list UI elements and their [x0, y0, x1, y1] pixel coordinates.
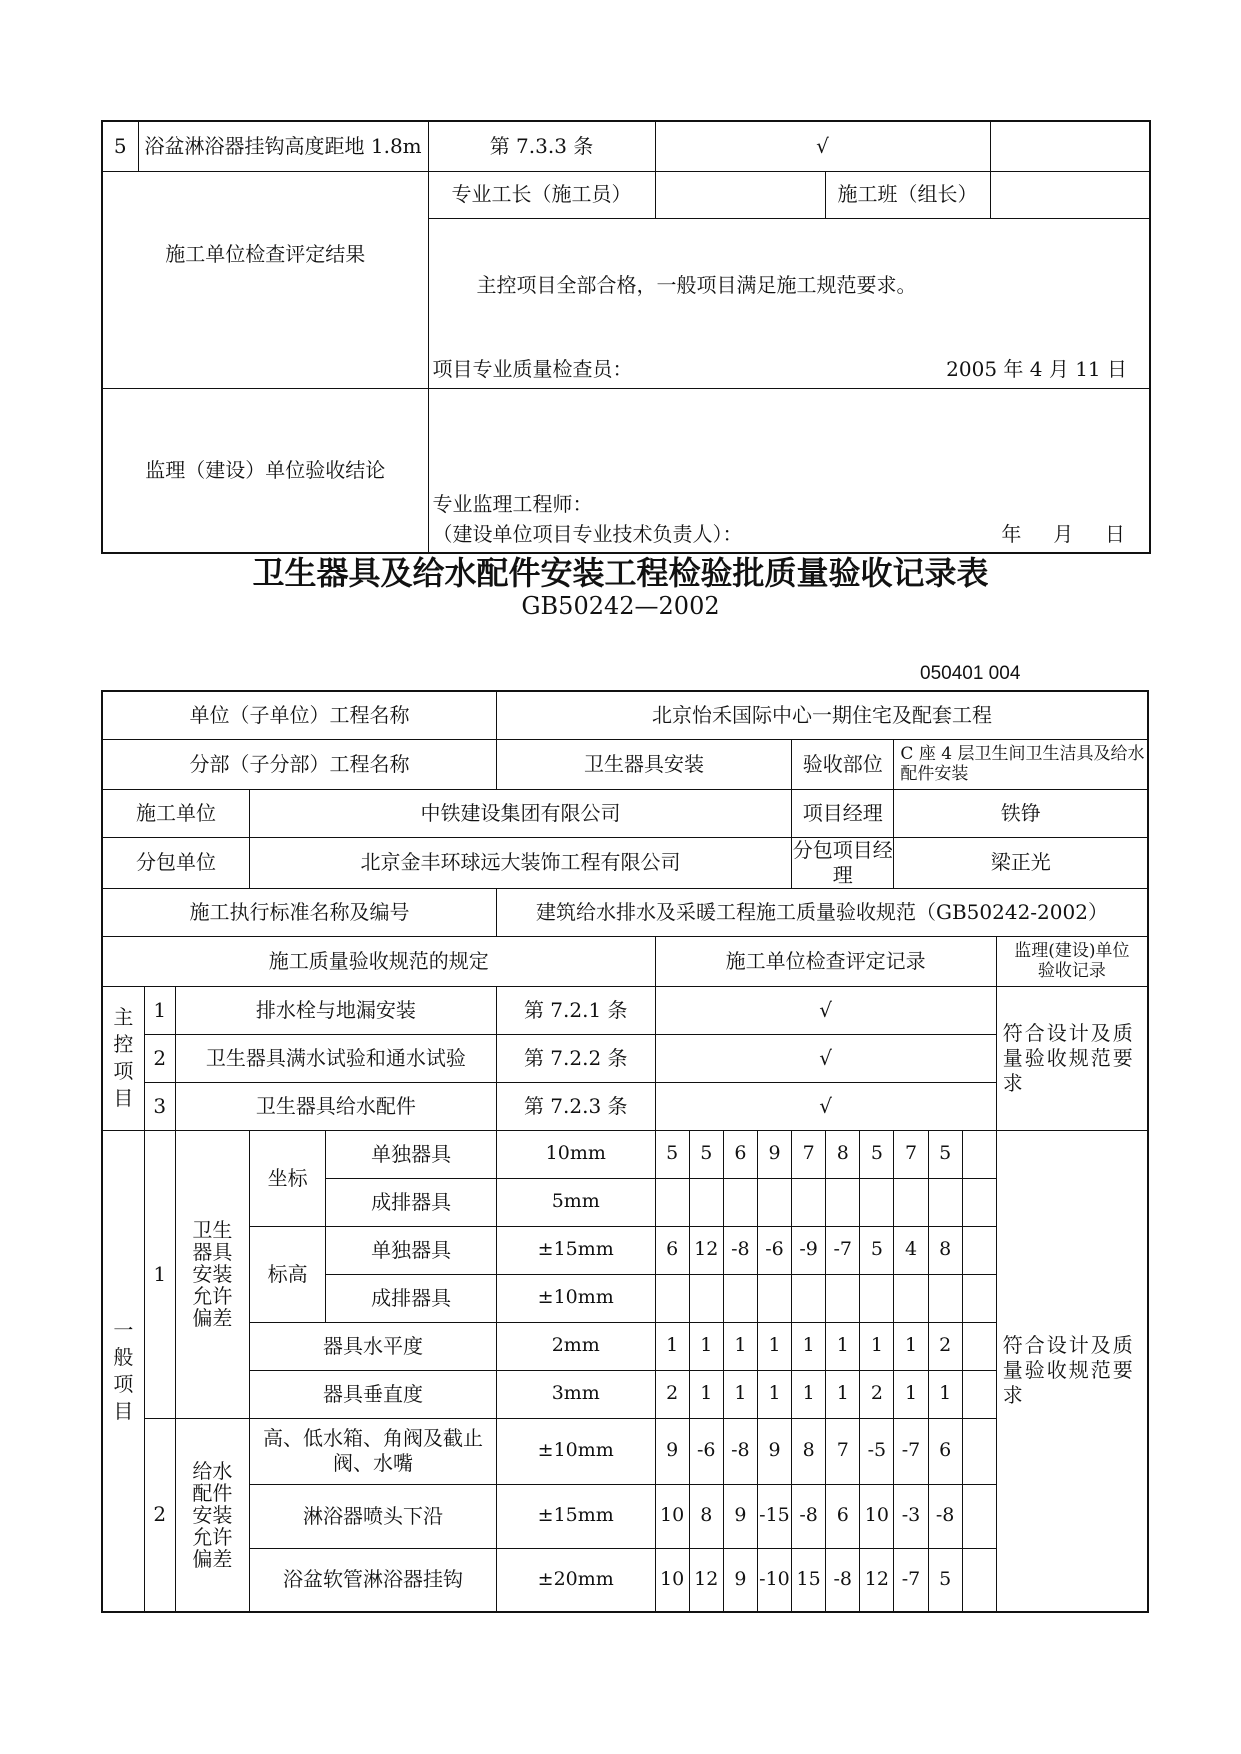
item-desc: 浴盆淋浴器挂钩高度距地 1.8m: [138, 121, 428, 171]
standard-value: 建筑给水排水及采暖工程施工质量验收规范（GB50242-2002）: [496, 888, 1148, 936]
value-cell: 6: [723, 1130, 757, 1178]
value-cell: -10: [757, 1548, 791, 1612]
row-name: 成排器具: [326, 1274, 497, 1322]
coord-label: 坐标: [250, 1130, 326, 1226]
mc-clause: 第 7.2.3 条: [496, 1082, 655, 1130]
team-label: 施工班（组长）: [825, 171, 990, 218]
accept-part-label: 验收部位: [792, 739, 894, 789]
mc-no: 1: [144, 986, 175, 1034]
value-cell: 9: [757, 1130, 791, 1178]
row-tol: 2mm: [496, 1322, 655, 1370]
pm-value: 铁铮: [894, 789, 1148, 837]
group2-label: 给水配件安装允许偏差: [175, 1418, 249, 1612]
mc-clause: 第 7.2.1 条: [496, 986, 655, 1034]
mc-check: √: [655, 1034, 996, 1082]
mc-no: 3: [144, 1082, 175, 1130]
row-tol: 5mm: [496, 1178, 655, 1226]
row-name: 高、低水箱、角阀及截止阀、水嘴: [250, 1418, 497, 1484]
general-label: 一般项目: [102, 1130, 144, 1612]
value-cell: 1: [826, 1322, 860, 1370]
row-tol: ±20mm: [496, 1548, 655, 1612]
row-name: 浴盆软管淋浴器挂钩: [250, 1548, 497, 1612]
row-name: 成排器具: [326, 1178, 497, 1226]
item-supervision: [990, 121, 1150, 171]
row-tol: ±15mm: [496, 1484, 655, 1548]
value-cell: 6: [928, 1418, 962, 1484]
value-cell: [655, 1178, 689, 1226]
value-cell: [962, 1418, 996, 1484]
value-cell: 9: [655, 1418, 689, 1484]
value-cell: [860, 1178, 894, 1226]
value-cell: 4: [894, 1226, 928, 1274]
value-cell: -7: [894, 1548, 928, 1612]
contractor-label: 施工单位: [102, 789, 250, 837]
value-cell: 10: [655, 1484, 689, 1548]
subcontractor-label: 分包单位: [102, 837, 250, 888]
value-cell: [757, 1178, 791, 1226]
unit-label: 单位（子单位）工程名称: [102, 691, 496, 739]
value-cell: -6: [689, 1418, 723, 1484]
value-cell: 10: [860, 1484, 894, 1548]
mc-conclusion: 符合设计及质量验收规范要求: [996, 986, 1148, 1130]
item-no: 5: [102, 121, 138, 171]
value-cell: [826, 1274, 860, 1322]
value-cell: -9: [792, 1226, 826, 1274]
contractor-value: 中铁建设集团有限公司: [250, 789, 792, 837]
value-cell: 8: [928, 1226, 962, 1274]
value-cell: [689, 1274, 723, 1322]
value-cell: [962, 1178, 996, 1226]
value-cell: [894, 1274, 928, 1322]
value-cell: 1: [826, 1370, 860, 1418]
value-cell: [962, 1484, 996, 1548]
mc-check: √: [655, 1082, 996, 1130]
value-cell: 2: [928, 1322, 962, 1370]
result-text: 主控项目全部合格，一般项目满足施工规范要求。: [476, 272, 917, 297]
value-cell: 6: [655, 1226, 689, 1274]
mc-desc: 卫生器具满水试验和通水试验: [175, 1034, 496, 1082]
main-control-label: 主控项目: [102, 986, 144, 1130]
value-cell: 2: [860, 1370, 894, 1418]
value-cell: [689, 1178, 723, 1226]
value-cell: -8: [928, 1484, 962, 1548]
row-tol: ±10mm: [496, 1274, 655, 1322]
row-name: 器具垂直度: [250, 1370, 497, 1418]
value-cell: 1: [894, 1322, 928, 1370]
value-cell: 5: [689, 1130, 723, 1178]
value-cell: 1: [689, 1370, 723, 1418]
mc-desc: 排水栓与地漏安装: [175, 986, 496, 1034]
value-cell: [792, 1274, 826, 1322]
supervisor-label: 专业监理工程师：: [432, 491, 593, 516]
value-cell: 1: [757, 1370, 791, 1418]
supervision-block: [428, 388, 1150, 553]
row-name: 淋浴器喷头下沿: [250, 1484, 497, 1548]
group1-label: 卫生器具安装允许偏差: [175, 1130, 249, 1418]
value-cell: 15: [792, 1548, 826, 1612]
value-cell: 12: [860, 1548, 894, 1612]
value-cell: 7: [792, 1130, 826, 1178]
group1-no: 1: [144, 1130, 175, 1418]
value-cell: [792, 1178, 826, 1226]
previous-section-table: [101, 120, 1151, 554]
value-cell: [723, 1178, 757, 1226]
item-clause: 第 7.3.3 条: [428, 121, 655, 171]
value-cell: [757, 1274, 791, 1322]
date-blank: 年 月 日: [1001, 521, 1125, 546]
elev-label: 标高: [250, 1226, 326, 1322]
general-conclusion: 符合设计及质量验收规范要求: [996, 1130, 1148, 1612]
foreman-label: 专业工长（施工员）: [428, 171, 655, 218]
mc-clause: 第 7.2.2 条: [496, 1034, 655, 1082]
value-cell: -6: [757, 1226, 791, 1274]
value-cell: [962, 1548, 996, 1612]
accept-part-value: C 座 4 层卫生间卫生洁具及给水配件安装: [894, 739, 1148, 789]
value-cell: -8: [723, 1226, 757, 1274]
value-cell: 1: [860, 1322, 894, 1370]
team-value: [990, 171, 1150, 218]
row-tol: 3mm: [496, 1370, 655, 1418]
value-cell: 1: [928, 1370, 962, 1418]
value-cell: -7: [894, 1418, 928, 1484]
foreman-value: [655, 171, 825, 218]
mc-desc: 卫生器具给水配件: [175, 1082, 496, 1130]
value-cell: -8: [826, 1548, 860, 1612]
value-cell: [962, 1322, 996, 1370]
value-cell: [826, 1178, 860, 1226]
record-table: [101, 690, 1149, 1613]
value-cell: -7: [826, 1226, 860, 1274]
sub-value: 卫生器具安装: [496, 739, 791, 789]
value-cell: 2: [655, 1370, 689, 1418]
owner-label: （建设单位项目专业技术负责人）：: [432, 521, 743, 546]
row-name: 单独器具: [326, 1130, 497, 1178]
value-cell: 12: [689, 1548, 723, 1612]
value-cell: -8: [723, 1418, 757, 1484]
unit-value: 北京怡禾国际中心一期住宅及配套工程: [496, 691, 1148, 739]
sub-pm-value: 梁正光: [894, 837, 1148, 888]
value-cell: 1: [894, 1370, 928, 1418]
inspector-date: 2005 年 4 月 11 日: [946, 356, 1127, 381]
standard-label: 施工执行标准名称及编号: [102, 888, 496, 936]
col-spec: 施工质量验收规范的规定: [102, 936, 655, 986]
value-cell: 1: [723, 1322, 757, 1370]
value-cell: 9: [723, 1484, 757, 1548]
col-record: 施工单位检查评定记录: [655, 936, 996, 986]
value-cell: 5: [655, 1130, 689, 1178]
value-cell: 1: [792, 1370, 826, 1418]
result-block: [428, 218, 1150, 388]
page-title: 卫生器具及给水配件安装工程检验批质量验收记录表: [252, 554, 989, 592]
value-cell: 6: [826, 1484, 860, 1548]
row-tol: ±10mm: [496, 1418, 655, 1484]
value-cell: -15: [757, 1484, 791, 1548]
value-cell: 8: [689, 1484, 723, 1548]
pm-label: 项目经理: [792, 789, 894, 837]
row-name: 单独器具: [326, 1226, 497, 1274]
value-cell: 1: [723, 1370, 757, 1418]
value-cell: [655, 1274, 689, 1322]
value-cell: 8: [826, 1130, 860, 1178]
mc-no: 2: [144, 1034, 175, 1082]
value-cell: 7: [894, 1130, 928, 1178]
record-code: 050401 004: [920, 663, 1021, 684]
value-cell: 1: [757, 1322, 791, 1370]
subcontractor-value: 北京金丰环球远大装饰工程有限公司: [250, 837, 792, 888]
value-cell: [962, 1130, 996, 1178]
value-cell: 10: [655, 1548, 689, 1612]
value-cell: [928, 1178, 962, 1226]
value-cell: 1: [689, 1322, 723, 1370]
value-cell: -8: [792, 1484, 826, 1548]
value-cell: 1: [792, 1322, 826, 1370]
supervision-label: 监理（建设）单位验收结论: [102, 388, 428, 553]
value-cell: [928, 1274, 962, 1322]
sub-pm-label: 分包项目经理: [792, 837, 893, 887]
group2-no: 2: [144, 1418, 175, 1612]
construction-result-label: 施工单位检查评定结果: [102, 171, 428, 388]
page-subtitle: GB50242—2002: [521, 592, 720, 620]
value-cell: 1: [655, 1322, 689, 1370]
value-cell: 9: [723, 1548, 757, 1612]
value-cell: 7: [826, 1418, 860, 1484]
value-cell: 5: [860, 1226, 894, 1274]
value-cell: [860, 1274, 894, 1322]
value-cell: [962, 1274, 996, 1322]
mc-check: √: [655, 986, 996, 1034]
value-cell: 8: [792, 1418, 826, 1484]
value-cell: [894, 1178, 928, 1226]
value-cell: [962, 1370, 996, 1418]
value-cell: 12: [689, 1226, 723, 1274]
value-cell: 5: [928, 1548, 962, 1612]
value-cell: -3: [894, 1484, 928, 1548]
value-cell: -5: [860, 1418, 894, 1484]
value-cell: 5: [860, 1130, 894, 1178]
row-tol: ±15mm: [496, 1226, 655, 1274]
sub-label: 分部（子分部）工程名称: [102, 739, 496, 789]
inspector-label: 项目专业质量检查员：: [432, 356, 633, 381]
value-cell: [723, 1274, 757, 1322]
row-tol: 10mm: [496, 1130, 655, 1178]
value-cell: 9: [757, 1418, 791, 1484]
col-supervision: 监理(建设)单位验收记录: [996, 936, 1148, 986]
row-name: 器具水平度: [250, 1322, 497, 1370]
value-cell: [962, 1226, 996, 1274]
value-cell: 5: [928, 1130, 962, 1178]
item-check: √: [655, 121, 990, 171]
